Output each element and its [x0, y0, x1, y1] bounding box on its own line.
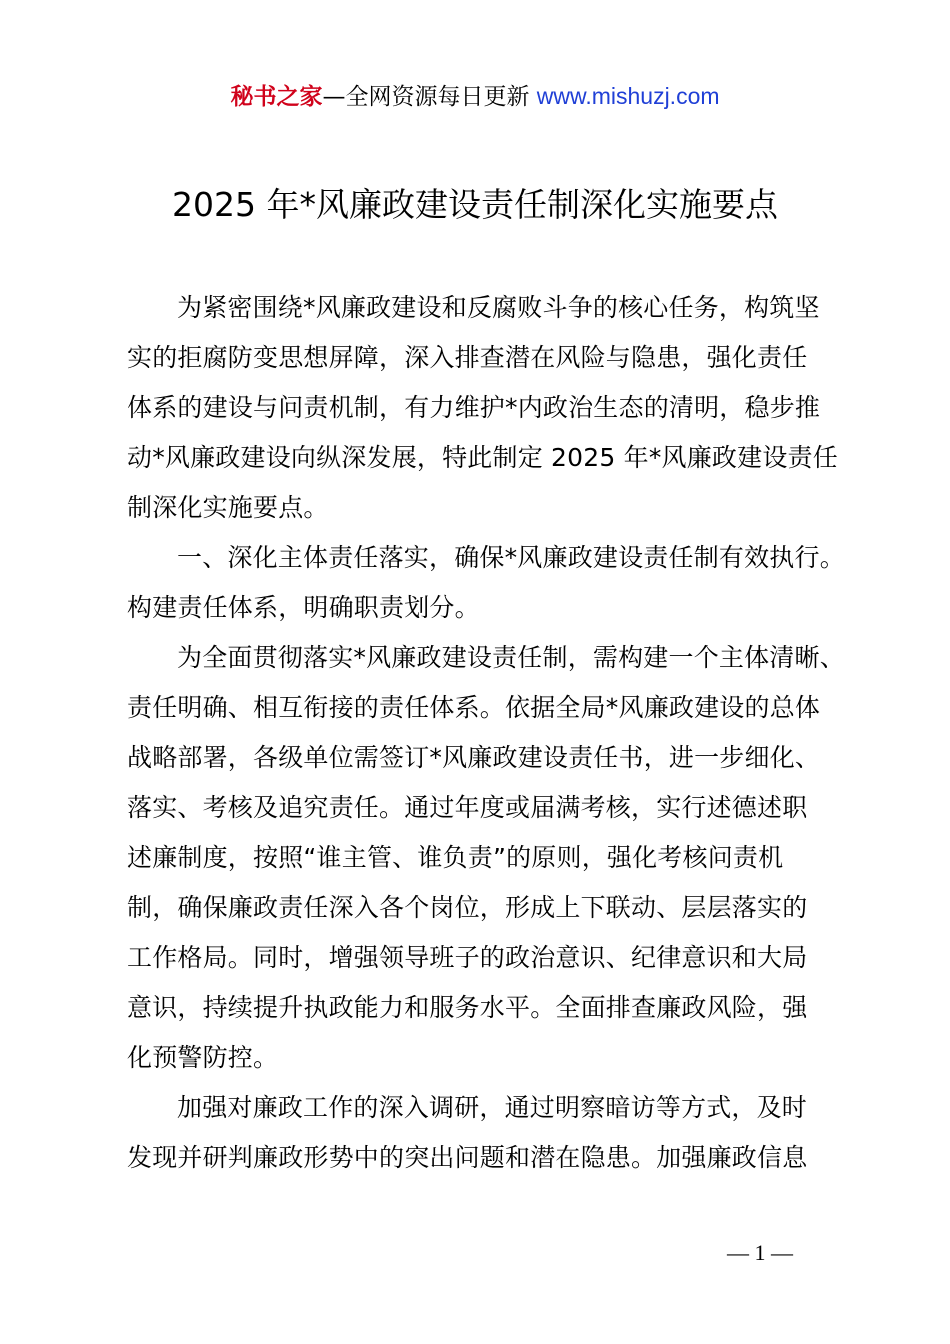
- site-tagline: —全网资源每日更新: [322, 84, 530, 110]
- text-line: 意识，持续提升执政能力和服务水平。全面排查廉政风险，强: [127, 993, 808, 1022]
- text-line: 构建责任体系，明确职责划分。: [127, 593, 480, 622]
- site-header: [0, 80, 950, 113]
- text-line: 发现并研判廉政形势中的突出问题和潜在隐患。加强廉政信息: [127, 1143, 808, 1172]
- text-line: 一、深化主体责任落实，确保*风廉政建设责任制有效执行。: [177, 543, 845, 572]
- text-line: 制，确保廉政责任深入各个岗位，形成上下联动、层层落实的: [127, 893, 808, 922]
- page-number: — 1 —: [727, 1240, 793, 1265]
- site-url-link[interactable]: www.mishuzj.com: [536, 83, 720, 109]
- text-line: 责任明确、相互衔接的责任体系。依据全局*风廉政建设的总体: [127, 693, 821, 722]
- text-line: 实的拒腐防变思想屏障，深入排查潜在风险与隐患，强化责任: [127, 343, 808, 372]
- text-line: 加强对廉政工作的深入调研，通过明察暗访等方式，及时: [177, 1093, 808, 1122]
- text-line: 体系的建设与问责机制，有力维护*内政治生态的清明，稳步推: [127, 393, 821, 422]
- paragraph-intro: [127, 283, 839, 533]
- text-line: 落实、考核及追究责任。通过年度或届满考核，实行述德述职: [127, 793, 808, 822]
- brand-name: 秘书之家: [230, 84, 323, 110]
- text-line: 动*风廉政建设向纵深发展，特此制定 2025 年*风廉政建设责任: [127, 443, 838, 472]
- text-line: 战略部署，各级单位需签订*风廉政建设责任书，进一步细化、: [127, 743, 821, 772]
- text-line: 制深化实施要点。: [127, 493, 329, 522]
- paragraph-research: [127, 1083, 839, 1183]
- document-title: 2025 年*风廉政建设责任制深化实施要点: [172, 185, 778, 224]
- paragraph-responsibility: [127, 633, 845, 1083]
- text-line: 工作格局。同时，增强领导班子的政治意识、纪律意识和大局: [127, 943, 808, 972]
- document-body: [127, 283, 845, 1183]
- text-line: 为全面贯彻落实*风廉政建设责任制，需构建一个主体清晰、: [177, 643, 845, 672]
- text-line: 为紧密围绕*风廉政建设和反腐败斗争的核心任务，构筑坚: [177, 293, 820, 322]
- text-line: 述廉制度，按照“谁主管、谁负责”的原则，强化考核问责机: [127, 843, 784, 872]
- text-line: 化预警防控。: [127, 1043, 279, 1072]
- section-heading-1: [127, 533, 845, 633]
